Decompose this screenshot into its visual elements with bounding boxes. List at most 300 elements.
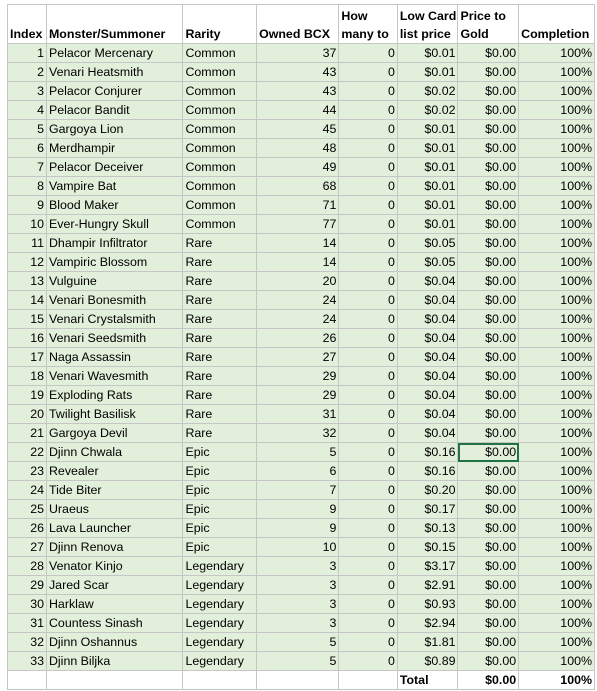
cell-owned-bcx[interactable]: 3: [257, 576, 339, 595]
cell-how-many[interactable]: 0: [339, 367, 397, 386]
header-monster[interactable]: Monster/Summoner: [46, 5, 182, 44]
cell-price-to-gold[interactable]: $0.00: [458, 253, 519, 272]
cell-rarity[interactable]: Epic: [183, 462, 257, 481]
cell-price-to-gold[interactable]: $0.00: [458, 652, 519, 671]
cell-low-card-price[interactable]: $0.17: [397, 500, 458, 519]
cell-rarity[interactable]: Rare: [183, 348, 257, 367]
cell-owned-bcx[interactable]: 5: [257, 652, 339, 671]
cell-index[interactable]: 18: [8, 367, 47, 386]
cell-low-card-price[interactable]: $0.16: [397, 462, 458, 481]
cell-low-card-price[interactable]: $0.04: [397, 405, 458, 424]
cell-index[interactable]: 33: [8, 652, 47, 671]
header-how-many[interactable]: How many to: [339, 5, 397, 44]
total-completion[interactable]: 100%: [519, 671, 595, 690]
table-row: [8, 101, 595, 120]
cell-price-to-gold[interactable]: $0.00: [458, 158, 519, 177]
cell-price-to-gold[interactable]: $0.00: [458, 272, 519, 291]
cell-price-to-gold[interactable]: $0.00: [458, 234, 519, 253]
cell-how-many[interactable]: 0: [339, 405, 397, 424]
cell-how-many[interactable]: 0: [339, 386, 397, 405]
cell-completion[interactable]: 100%: [519, 538, 595, 557]
cell-price-to-gold[interactable]: $0.00: [458, 329, 519, 348]
cell-low-card-price[interactable]: $0.93: [397, 595, 458, 614]
cell-monster-name[interactable]: Djinn Renova: [46, 538, 182, 557]
cell-price-to-gold[interactable]: $0.00: [458, 386, 519, 405]
cell-owned-bcx[interactable]: 44: [257, 101, 339, 120]
cell-index[interactable]: 9: [8, 196, 47, 215]
table-row: [8, 234, 595, 253]
cell-index[interactable]: 12: [8, 253, 47, 272]
table-row: [8, 462, 595, 481]
cell-price-to-gold[interactable]: $0.00: [458, 82, 519, 101]
cell-completion[interactable]: 100%: [519, 63, 595, 82]
cell-rarity[interactable]: Legendary: [183, 595, 257, 614]
cell-rarity[interactable]: Legendary: [183, 614, 257, 633]
cell-how-many[interactable]: 0: [339, 120, 397, 139]
cell-low-card-price[interactable]: $0.04: [397, 329, 458, 348]
cell-monster-name[interactable]: Vulguine: [46, 272, 182, 291]
cell-low-card-price[interactable]: $0.01: [397, 196, 458, 215]
table-row: [8, 253, 595, 272]
cell-completion[interactable]: 100%: [519, 481, 595, 500]
cell-how-many[interactable]: 0: [339, 557, 397, 576]
cell-monster-name[interactable]: Gargoya Devil: [46, 424, 182, 443]
cell-completion[interactable]: 100%: [519, 367, 595, 386]
cell-index[interactable]: 32: [8, 633, 47, 652]
table-row: [8, 348, 595, 367]
cell-how-many[interactable]: 0: [339, 291, 397, 310]
cell-index[interactable]: 15: [8, 310, 47, 329]
cell-how-many[interactable]: 0: [339, 443, 397, 462]
cell-completion[interactable]: 100%: [519, 234, 595, 253]
header-completion[interactable]: Completion: [519, 5, 595, 44]
cell-owned-bcx[interactable]: 10: [257, 538, 339, 557]
cell-owned-bcx[interactable]: 9: [257, 500, 339, 519]
cell-low-card-price[interactable]: $0.05: [397, 234, 458, 253]
cell-completion[interactable]: 100%: [519, 310, 595, 329]
cell-price-to-gold[interactable]: $0.00: [458, 44, 519, 63]
cell-price-to-gold[interactable]: $0.00: [458, 367, 519, 386]
cell-price-to-gold[interactable]: $0.00: [458, 500, 519, 519]
cell-rarity[interactable]: Common: [183, 196, 257, 215]
table-body: [8, 44, 595, 671]
cell-low-card-price[interactable]: $0.16: [397, 443, 458, 462]
cell-completion[interactable]: 100%: [519, 44, 595, 63]
cell-completion[interactable]: 100%: [519, 272, 595, 291]
cell-index[interactable]: 31: [8, 614, 47, 633]
cell-low-card-price[interactable]: $1.81: [397, 633, 458, 652]
cell-monster-name[interactable]: Pelacor Conjurer: [46, 82, 182, 101]
cell-owned-bcx[interactable]: 3: [257, 595, 339, 614]
header-low-card-price[interactable]: Low Card list price: [397, 5, 458, 44]
cell-monster-name[interactable]: Naga Assassin: [46, 348, 182, 367]
cell-price-to-gold[interactable]: $0.00: [458, 614, 519, 633]
cell-rarity[interactable]: Epic: [183, 519, 257, 538]
cell-price-to-gold[interactable]: $0.00: [458, 557, 519, 576]
cell-owned-bcx[interactable]: 48: [257, 139, 339, 158]
cell-completion[interactable]: 100%: [519, 291, 595, 310]
cell-owned-bcx[interactable]: 3: [257, 614, 339, 633]
cell-low-card-price[interactable]: $0.05: [397, 253, 458, 272]
cell-completion[interactable]: 100%: [519, 82, 595, 101]
cell-price-to-gold[interactable]: $0.00: [458, 139, 519, 158]
cell-index[interactable]: 26: [8, 519, 47, 538]
cell-price-to-gold[interactable]: $0.00: [458, 576, 519, 595]
cell-monster-name[interactable]: Uraeus: [46, 500, 182, 519]
table-row: [8, 158, 595, 177]
cell-low-card-price[interactable]: $0.04: [397, 291, 458, 310]
cell-owned-bcx[interactable]: 20: [257, 272, 339, 291]
cell-low-card-price[interactable]: $0.89: [397, 652, 458, 671]
cell-completion[interactable]: 100%: [519, 652, 595, 671]
cell-index[interactable]: 10: [8, 215, 47, 234]
table-row: [8, 82, 595, 101]
cell-index[interactable]: 11: [8, 234, 47, 253]
cell-low-card-price[interactable]: $3.17: [397, 557, 458, 576]
cell-owned-bcx[interactable]: 5: [257, 443, 339, 462]
total-empty-cell[interactable]: [257, 671, 339, 690]
cell-monster-name[interactable]: Venari Heatsmith: [46, 63, 182, 82]
cell-price-to-gold[interactable]: $0.00: [458, 215, 519, 234]
cell-index[interactable]: 17: [8, 348, 47, 367]
cell-low-card-price[interactable]: $0.04: [397, 272, 458, 291]
total-label[interactable]: Total: [397, 671, 458, 690]
cell-monster-name[interactable]: Venator Kinjo: [46, 557, 182, 576]
cell-monster-name[interactable]: Venari Crystalsmith: [46, 310, 182, 329]
cell-index[interactable]: 30: [8, 595, 47, 614]
cell-monster-name[interactable]: Vampiric Blossom: [46, 253, 182, 272]
cell-index[interactable]: 14: [8, 291, 47, 310]
cell-owned-bcx[interactable]: 9: [257, 519, 339, 538]
cell-rarity[interactable]: Epic: [183, 481, 257, 500]
table-row: [8, 481, 595, 500]
cell-monster-name[interactable]: Revealer: [46, 462, 182, 481]
cell-price-to-gold[interactable]: $0.00: [458, 348, 519, 367]
cell-owned-bcx[interactable]: 68: [257, 177, 339, 196]
cell-completion[interactable]: 100%: [519, 519, 595, 538]
cell-price-to-gold[interactable]: $0.00: [458, 443, 519, 462]
cell-how-many[interactable]: 0: [339, 481, 397, 500]
cell-index[interactable]: 16: [8, 329, 47, 348]
cell-rarity[interactable]: Rare: [183, 405, 257, 424]
cell-rarity[interactable]: Rare: [183, 234, 257, 253]
cell-price-to-gold[interactable]: $0.00: [458, 63, 519, 82]
cell-price-to-gold[interactable]: $0.00: [458, 538, 519, 557]
cell-rarity[interactable]: Rare: [183, 424, 257, 443]
cell-rarity[interactable]: Legendary: [183, 652, 257, 671]
table-row: [8, 63, 595, 82]
cell-completion[interactable]: 100%: [519, 196, 595, 215]
cell-index[interactable]: 23: [8, 462, 47, 481]
cell-completion[interactable]: 100%: [519, 177, 595, 196]
cell-how-many[interactable]: 0: [339, 500, 397, 519]
cell-index[interactable]: 28: [8, 557, 47, 576]
table-row: [8, 519, 595, 538]
cell-rarity[interactable]: Common: [183, 215, 257, 234]
cell-low-card-price[interactable]: $0.20: [397, 481, 458, 500]
cell-low-card-price[interactable]: $0.01: [397, 63, 458, 82]
cell-rarity[interactable]: Legendary: [183, 576, 257, 595]
header-index[interactable]: Index: [8, 5, 47, 44]
cell-rarity[interactable]: Rare: [183, 291, 257, 310]
cell-completion[interactable]: 100%: [519, 462, 595, 481]
cell-how-many[interactable]: 0: [339, 158, 397, 177]
cell-owned-bcx[interactable]: 43: [257, 63, 339, 82]
cell-price-to-gold[interactable]: $0.00: [458, 633, 519, 652]
cell-low-card-price[interactable]: $0.04: [397, 386, 458, 405]
cell-index[interactable]: 1: [8, 44, 47, 63]
cell-monster-name[interactable]: Merdhampir: [46, 139, 182, 158]
cell-index[interactable]: 29: [8, 576, 47, 595]
cell-rarity[interactable]: Common: [183, 158, 257, 177]
cell-completion[interactable]: 100%: [519, 424, 595, 443]
cell-low-card-price[interactable]: $0.15: [397, 538, 458, 557]
cell-rarity[interactable]: Common: [183, 120, 257, 139]
table-row: [8, 44, 595, 63]
cell-completion[interactable]: 100%: [519, 139, 595, 158]
cell-rarity[interactable]: Legendary: [183, 633, 257, 652]
cell-monster-name[interactable]: Venari Wavesmith: [46, 367, 182, 386]
cell-low-card-price[interactable]: $0.04: [397, 310, 458, 329]
cell-index[interactable]: 22: [8, 443, 47, 462]
cell-monster-name[interactable]: Pelacor Mercenary: [46, 44, 182, 63]
cell-how-many[interactable]: 0: [339, 253, 397, 272]
cell-rarity[interactable]: Common: [183, 82, 257, 101]
cell-price-to-gold[interactable]: $0.00: [458, 424, 519, 443]
cell-monster-name[interactable]: Venari Bonesmith: [46, 291, 182, 310]
cell-completion[interactable]: 100%: [519, 576, 595, 595]
cell-monster-name[interactable]: Lava Launcher: [46, 519, 182, 538]
cell-owned-bcx[interactable]: 24: [257, 291, 339, 310]
cell-owned-bcx[interactable]: 14: [257, 253, 339, 272]
cell-rarity[interactable]: Epic: [183, 443, 257, 462]
cell-low-card-price[interactable]: $0.13: [397, 519, 458, 538]
total-empty-cell[interactable]: [8, 671, 47, 690]
cell-price-to-gold[interactable]: $0.00: [458, 120, 519, 139]
cell-owned-bcx[interactable]: 6: [257, 462, 339, 481]
cell-monster-name[interactable]: Gargoya Lion: [46, 120, 182, 139]
header-owned-bcx[interactable]: Owned BCX: [257, 5, 339, 44]
cell-completion[interactable]: 100%: [519, 101, 595, 120]
cell-completion[interactable]: 100%: [519, 595, 595, 614]
cell-how-many[interactable]: 0: [339, 310, 397, 329]
total-empty-cell[interactable]: [183, 671, 257, 690]
cell-rarity[interactable]: Rare: [183, 386, 257, 405]
cell-owned-bcx[interactable]: 7: [257, 481, 339, 500]
cell-low-card-price[interactable]: $0.01: [397, 120, 458, 139]
cell-completion[interactable]: 100%: [519, 329, 595, 348]
cell-monster-name[interactable]: Venari Seedsmith: [46, 329, 182, 348]
cell-owned-bcx[interactable]: 45: [257, 120, 339, 139]
cell-index[interactable]: 7: [8, 158, 47, 177]
cell-index[interactable]: 19: [8, 386, 47, 405]
cell-monster-name[interactable]: Djinn Biljka: [46, 652, 182, 671]
cell-rarity[interactable]: Rare: [183, 329, 257, 348]
cell-how-many[interactable]: 0: [339, 595, 397, 614]
cell-monster-name[interactable]: Twilight Basilisk: [46, 405, 182, 424]
cell-low-card-price[interactable]: $0.01: [397, 158, 458, 177]
cell-owned-bcx[interactable]: 71: [257, 196, 339, 215]
cell-low-card-price[interactable]: $0.04: [397, 424, 458, 443]
cell-index[interactable]: 2: [8, 63, 47, 82]
cell-index[interactable]: 27: [8, 538, 47, 557]
cell-completion[interactable]: 100%: [519, 633, 595, 652]
cell-price-to-gold[interactable]: $0.00: [458, 405, 519, 424]
cell-how-many[interactable]: 0: [339, 44, 397, 63]
cell-low-card-price[interactable]: $0.01: [397, 44, 458, 63]
cell-how-many[interactable]: 0: [339, 348, 397, 367]
cell-owned-bcx[interactable]: 49: [257, 158, 339, 177]
table-row: [8, 196, 595, 215]
table-row: [8, 215, 595, 234]
cell-completion[interactable]: 100%: [519, 158, 595, 177]
cell-completion[interactable]: 100%: [519, 405, 595, 424]
cell-monster-name[interactable]: Ever-Hungry Skull: [46, 215, 182, 234]
cell-how-many[interactable]: 0: [339, 462, 397, 481]
cell-low-card-price[interactable]: $0.01: [397, 177, 458, 196]
cell-rarity[interactable]: Common: [183, 101, 257, 120]
cell-price-to-gold[interactable]: $0.00: [458, 481, 519, 500]
total-price-to-gold[interactable]: $0.00: [458, 671, 519, 690]
cell-rarity[interactable]: Legendary: [183, 557, 257, 576]
cell-how-many[interactable]: 0: [339, 538, 397, 557]
cell-completion[interactable]: 100%: [519, 557, 595, 576]
cell-low-card-price[interactable]: $2.91: [397, 576, 458, 595]
cell-index[interactable]: 3: [8, 82, 47, 101]
cell-how-many[interactable]: 0: [339, 614, 397, 633]
cell-how-many[interactable]: 0: [339, 63, 397, 82]
header-price-to-gold[interactable]: Price to Gold: [458, 5, 519, 44]
cell-monster-name[interactable]: Djinn Chwala: [46, 443, 182, 462]
cell-price-to-gold[interactable]: $0.00: [458, 462, 519, 481]
cell-how-many[interactable]: 0: [339, 215, 397, 234]
cell-price-to-gold[interactable]: $0.00: [458, 291, 519, 310]
cell-completion[interactable]: 100%: [519, 500, 595, 519]
cell-monster-name[interactable]: Vampire Bat: [46, 177, 182, 196]
cell-price-to-gold[interactable]: $0.00: [458, 177, 519, 196]
cell-how-many[interactable]: 0: [339, 101, 397, 120]
cell-owned-bcx[interactable]: 29: [257, 386, 339, 405]
cell-rarity[interactable]: Rare: [183, 253, 257, 272]
cell-owned-bcx[interactable]: 29: [257, 367, 339, 386]
cell-price-to-gold[interactable]: $0.00: [458, 595, 519, 614]
cell-how-many[interactable]: 0: [339, 424, 397, 443]
cell-owned-bcx[interactable]: 32: [257, 424, 339, 443]
cell-monster-name[interactable]: Jared Scar: [46, 576, 182, 595]
cell-how-many[interactable]: 0: [339, 272, 397, 291]
cell-how-many[interactable]: 0: [339, 652, 397, 671]
cell-rarity[interactable]: Common: [183, 177, 257, 196]
spreadsheet-table: [7, 4, 595, 690]
cell-owned-bcx[interactable]: 26: [257, 329, 339, 348]
cell-index[interactable]: 20: [8, 405, 47, 424]
cell-low-card-price[interactable]: $0.01: [397, 215, 458, 234]
cell-low-card-price[interactable]: $0.02: [397, 101, 458, 120]
cell-owned-bcx[interactable]: 14: [257, 234, 339, 253]
cell-index[interactable]: 4: [8, 101, 47, 120]
cell-monster-name[interactable]: Djinn Oshannus: [46, 633, 182, 652]
cell-completion[interactable]: 100%: [519, 614, 595, 633]
cell-rarity[interactable]: Rare: [183, 272, 257, 291]
cell-how-many[interactable]: 0: [339, 576, 397, 595]
cell-rarity[interactable]: Rare: [183, 310, 257, 329]
table-row: [8, 272, 595, 291]
cell-monster-name[interactable]: Dhampir Infiltrator: [46, 234, 182, 253]
cell-index[interactable]: 8: [8, 177, 47, 196]
cell-index[interactable]: 25: [8, 500, 47, 519]
cell-rarity[interactable]: Common: [183, 63, 257, 82]
cell-how-many[interactable]: 0: [339, 196, 397, 215]
cell-low-card-price[interactable]: $0.02: [397, 82, 458, 101]
cell-completion[interactable]: 100%: [519, 253, 595, 272]
cell-completion[interactable]: 100%: [519, 443, 595, 462]
cell-owned-bcx[interactable]: 3: [257, 557, 339, 576]
cell-low-card-price[interactable]: $0.04: [397, 348, 458, 367]
cell-owned-bcx[interactable]: 43: [257, 82, 339, 101]
cell-price-to-gold[interactable]: $0.00: [458, 196, 519, 215]
cell-owned-bcx[interactable]: 24: [257, 310, 339, 329]
table-row: [8, 557, 595, 576]
cell-monster-name[interactable]: Harklaw: [46, 595, 182, 614]
total-empty-cell[interactable]: [46, 671, 182, 690]
cell-completion[interactable]: 100%: [519, 120, 595, 139]
cell-index[interactable]: 6: [8, 139, 47, 158]
cell-how-many[interactable]: 0: [339, 329, 397, 348]
cell-index[interactable]: 13: [8, 272, 47, 291]
cell-rarity[interactable]: Common: [183, 44, 257, 63]
cell-price-to-gold[interactable]: $0.00: [458, 101, 519, 120]
cell-how-many[interactable]: 0: [339, 177, 397, 196]
cell-how-many[interactable]: 0: [339, 633, 397, 652]
cell-low-card-price[interactable]: $2.94: [397, 614, 458, 633]
cell-rarity[interactable]: Epic: [183, 500, 257, 519]
cell-price-to-gold[interactable]: $0.00: [458, 519, 519, 538]
cell-completion[interactable]: 100%: [519, 386, 595, 405]
cell-monster-name[interactable]: Countess Sinash: [46, 614, 182, 633]
cell-monster-name[interactable]: Tide Biter: [46, 481, 182, 500]
table-row: [8, 443, 595, 462]
cell-how-many[interactable]: 0: [339, 82, 397, 101]
cell-completion[interactable]: 100%: [519, 215, 595, 234]
cell-price-to-gold[interactable]: $0.00: [458, 310, 519, 329]
cell-owned-bcx[interactable]: 27: [257, 348, 339, 367]
cell-owned-bcx[interactable]: 77: [257, 215, 339, 234]
cell-how-many[interactable]: 0: [339, 139, 397, 158]
cell-owned-bcx[interactable]: 5: [257, 633, 339, 652]
header-rarity[interactable]: Rarity: [183, 5, 257, 44]
cell-monster-name[interactable]: Blood Maker: [46, 196, 182, 215]
cell-low-card-price[interactable]: $0.01: [397, 139, 458, 158]
cell-monster-name[interactable]: Exploding Rats: [46, 386, 182, 405]
cell-completion[interactable]: 100%: [519, 348, 595, 367]
cell-owned-bcx[interactable]: 31: [257, 405, 339, 424]
cell-index[interactable]: 21: [8, 424, 47, 443]
cell-rarity[interactable]: Epic: [183, 538, 257, 557]
cell-rarity[interactable]: Common: [183, 139, 257, 158]
cell-monster-name[interactable]: Pelacor Bandit: [46, 101, 182, 120]
total-empty-cell[interactable]: [339, 671, 397, 690]
cell-rarity[interactable]: Rare: [183, 367, 257, 386]
cell-index[interactable]: 5: [8, 120, 47, 139]
table-row: [8, 120, 595, 139]
cell-how-many[interactable]: 0: [339, 234, 397, 253]
table-row: [8, 405, 595, 424]
cell-low-card-price[interactable]: $0.04: [397, 367, 458, 386]
cell-owned-bcx[interactable]: 37: [257, 44, 339, 63]
cell-how-many[interactable]: 0: [339, 519, 397, 538]
cell-monster-name[interactable]: Pelacor Deceiver: [46, 158, 182, 177]
cell-index[interactable]: 24: [8, 481, 47, 500]
